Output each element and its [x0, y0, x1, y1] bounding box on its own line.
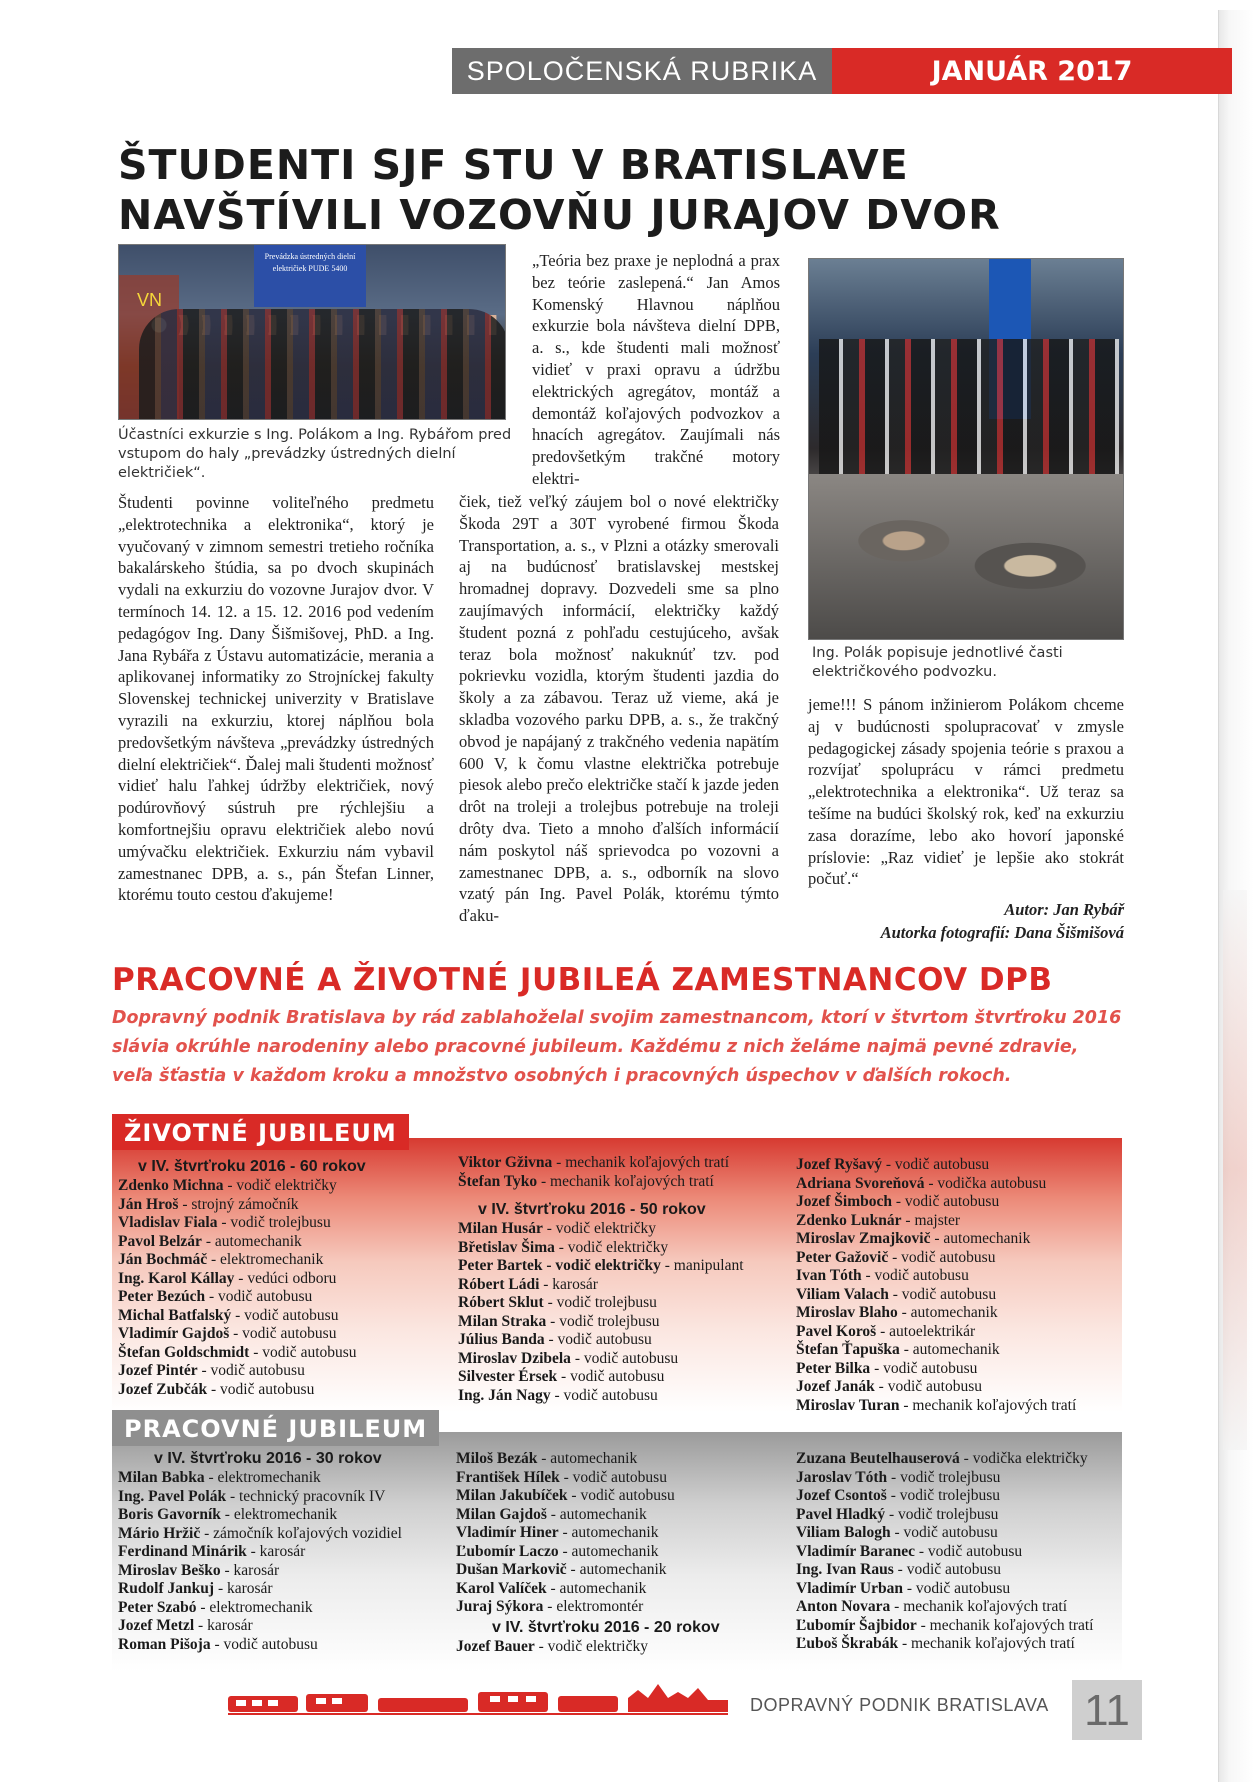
- jubilee-entry: [458, 1276, 778, 1295]
- employee-name: Vladislav Fiala: [118, 1214, 218, 1231]
- employee-position: - automechanik: [546, 1579, 647, 1597]
- employee-position: - elektromechanik: [204, 1469, 321, 1486]
- employee-position: - vodička električky: [959, 1450, 1088, 1467]
- jubilee-entry: [456, 1598, 776, 1617]
- article-column-2-top: „Teória bez praxe je neplodná a prax bez teórie zaslepená.“ Jan Amos Komenský Hlavnou náplňou exkurzie bola návšteva dielní DPB, a. s., kde študenti mali možnosť vidieť v praxi opravu a údržbu elektrických agregátov, montáž a demontáž koľajových podvozkov a hnacích agregátov. Zaujímali nás predovšetkým trakčné motory elektri-: [532, 251, 780, 488]
- life-50-rows: [458, 1220, 778, 1405]
- work-list-col3: [796, 1450, 1126, 1654]
- employee-name: Milan Babka: [118, 1469, 205, 1486]
- employee-position: - automechanik: [566, 1561, 667, 1578]
- employee-name: Silvester Érsek: [458, 1368, 558, 1385]
- employee-position: - manipulant: [660, 1257, 744, 1274]
- jubilee-entry: [458, 1313, 778, 1332]
- employee-position: - vodič autobusu: [902, 1579, 1011, 1597]
- photo-credit: Autorka fotografií: Dana Šišmišová: [880, 923, 1124, 942]
- employee-name: Mário Hržič: [118, 1524, 201, 1542]
- jubilee-entry: [458, 1294, 778, 1313]
- employee-name: Roman Pišoja: [118, 1635, 211, 1653]
- author-credit: Autor: Jan Rybář: [1004, 900, 1124, 919]
- employee-position: - vodič električky: [542, 1220, 657, 1237]
- employee-position: - mechanik koľajových tratí: [890, 1598, 1068, 1615]
- employee-position: - vodič električky: [534, 1637, 648, 1655]
- employee-name: Ľuboš Škrabák: [796, 1635, 899, 1652]
- jubilee-entry: [796, 1543, 1126, 1562]
- jubilee-entry: [796, 1450, 1126, 1469]
- work-20-rows: [456, 1638, 776, 1657]
- photo-crowd: [139, 309, 506, 419]
- employee-position: - technický pracovník IV: [226, 1487, 386, 1505]
- rubric-label: SPOLOČENSKÁ RUBRIKA: [452, 48, 832, 94]
- jubilee-entry: [118, 1251, 408, 1270]
- life-list-col1: [118, 1156, 408, 1399]
- jubilee-entry: [456, 1524, 776, 1543]
- employee-position: - automechanik: [201, 1232, 302, 1250]
- jubilee-entry: [796, 1286, 1126, 1305]
- employee-position: - strojný zámočník: [178, 1195, 299, 1213]
- employee-position: - vodič autobusu: [544, 1331, 652, 1348]
- employee-position: - vodič trolejbusu: [546, 1312, 660, 1330]
- employee-position: - automechanik: [899, 1341, 1000, 1358]
- employee-name: Pavol Belzár: [118, 1232, 202, 1250]
- employee-position: - karosár: [194, 1617, 253, 1634]
- employee-position: - vodič autobusu: [231, 1306, 339, 1324]
- employee-name: Ján Bochmáč: [118, 1251, 208, 1268]
- employee-name: Vladimír Urban: [796, 1579, 903, 1597]
- employee-name: Michal Batfalský: [118, 1306, 232, 1324]
- employee-name: Břetislav Šima: [458, 1238, 555, 1256]
- jubilee-entry: [796, 1524, 1126, 1543]
- jubilee-intro: Dopravný podnik Bratislava by rád zablahoželal svojim zamestnancom, ktorí v štvrtom štvrťroku 2016 slávia okrúhle narodeniny alebo pracovné jubileum. Každému z nich želáme najmä pevné zdravie, veľa šťastia v každom kroku a množstvo osobných i pracovných úspechov v ďalších rokoch.: [112, 1008, 1122, 1086]
- jubilee-entry: [796, 1506, 1126, 1525]
- photo-sign: Prevádzka ústredných dielní električiek PUDE 5400: [254, 245, 366, 307]
- jubilee-entry: [118, 1307, 408, 1326]
- employee-name: Pavel Koroš: [796, 1322, 877, 1340]
- employee-name: Dušan Markovič: [456, 1561, 567, 1578]
- jubilee-entry: [456, 1450, 776, 1469]
- work-30-heading: v IV. štvrťroku 2016 - 30 rokov: [154, 1450, 382, 1467]
- employee-name: Ján Hroš: [118, 1195, 179, 1213]
- article-title: [118, 140, 1118, 240]
- employee-name: Viliam Valach: [796, 1285, 889, 1303]
- employee-position: - vodič autobusu: [207, 1380, 315, 1398]
- jubilee-entry: [456, 1561, 776, 1580]
- employee-name: Peter Gažovič: [796, 1248, 889, 1266]
- jubilee-entry: [458, 1173, 778, 1192]
- page-number: 11: [1072, 1680, 1142, 1740]
- jubilee-entry: [118, 1344, 408, 1363]
- employee-position: - vodič autobusu: [249, 1343, 357, 1361]
- employee-name: Milan Jakubíček: [456, 1487, 568, 1504]
- work-list-col1: [118, 1448, 428, 1654]
- employee-name: Ing. Pavel Polák: [118, 1487, 227, 1505]
- jubilee-entry: [796, 1323, 1126, 1342]
- employee-name: Vladimír Baranec: [796, 1542, 915, 1560]
- employee-position: - vodič autobusu: [210, 1635, 318, 1653]
- technician-photo: [808, 258, 1124, 640]
- group-photo: [118, 244, 506, 420]
- photo-students: [819, 339, 1119, 489]
- employee-position: - vodič trolejbusu: [886, 1487, 1001, 1504]
- employee-name: Miroslav Turan: [796, 1396, 900, 1414]
- jubilee-entry: [118, 1599, 428, 1618]
- jubilee-entry: [118, 1325, 408, 1344]
- jubilee-entry: [118, 1196, 408, 1215]
- employee-name: Peter Bezúch: [118, 1288, 206, 1305]
- jubilee-entry: [118, 1506, 428, 1525]
- employee-position: - vodič autobusu: [570, 1349, 679, 1367]
- employee-name: Miloš Bezák: [456, 1450, 538, 1467]
- jubilee-entry: [456, 1469, 776, 1488]
- article-column-2-bottom: čiek, tiež veľký záujem bol o nové električky Škoda 29T a 30T vyrobené firmou Škoda Transportation, a. s., v Plzni a otázky smerovali aj na budúcnosť bratislavskej mestskej hromadnej dopravy. Dozvedeli sme sa plno zaujímavých informácií, električky každý študent pozná z pohľadu cestujúceho, avšak teraz bola možnosť nakuknúť tzv. pod pokrievku vozidla, ktorým študenti jazdia do školy a za zábavou. Teraz už vieme, aká je skladba vozového parku DPB, a. s., že trakčný obvod je napájaný z trakčného vedenia napätím 600 V, k čomu vlastne električka potrebuje piesok alebo prečo električke stačí k jazde jeden drôt na troleji a trolejbus potrebuje na troleji drôty dva. Tieto a mnoho ďalších informácií nám poskytol náš sprievodca po vozovni a zamestnanec DPB, a. s., odborník na slovo vzatý pán Ing. Pavel Polák, ktorému týmto ďaku-: [459, 492, 779, 926]
- jubilee-entry: [796, 1360, 1126, 1379]
- jubilee-entry: [796, 1378, 1126, 1397]
- employee-name: Jozef Janák: [796, 1378, 875, 1395]
- jubilee-entry: [458, 1387, 778, 1406]
- employee-position: - automechanik: [897, 1304, 998, 1321]
- page-edge-stripe: [1223, 890, 1247, 1450]
- jubilee-entry: [118, 1562, 428, 1581]
- employee-name: Anton Novara: [796, 1598, 891, 1615]
- jubilee-entry: [456, 1638, 776, 1657]
- employee-name: Juraj Sýkora: [456, 1598, 544, 1615]
- employee-name: Zdenko Luknár: [796, 1211, 902, 1229]
- jubilee-entry: [458, 1368, 778, 1387]
- employee-position: - vodič autobusu: [205, 1288, 313, 1305]
- jubilee-entry: [456, 1487, 776, 1506]
- employee-position: - vodič autobusu: [881, 1156, 990, 1173]
- employee-name: Peter Szabó: [118, 1598, 197, 1616]
- jubilee-entry: [796, 1175, 1126, 1194]
- employee-name: Rudolf Jankuj: [118, 1580, 215, 1597]
- employee-position: - vodič autobusu: [890, 1524, 998, 1541]
- employee-position: - vodič autobusu: [874, 1378, 982, 1395]
- jubilee-title: PRACOVNÉ A ŽIVOTNÉ JUBILEÁ ZAMESTNANCOV DPB: [112, 962, 1053, 998]
- photo-bogie: [809, 474, 1124, 640]
- jubilee-entry: [796, 1469, 1126, 1488]
- employee-name: Boris Gavorník: [118, 1506, 221, 1523]
- employee-position: - elektromontér: [543, 1598, 644, 1615]
- life-col2-top-rows: [458, 1154, 778, 1191]
- jubilee-entry: [796, 1304, 1126, 1323]
- employee-name: Viktor Gživna: [458, 1154, 553, 1171]
- employee-position: - majster: [901, 1211, 961, 1229]
- employee-name: Róbert Sklut: [458, 1294, 544, 1311]
- employee-position: - vodič autobusu: [229, 1325, 337, 1342]
- employee-name: Zuzana Beutelhauserová: [796, 1450, 960, 1467]
- jubilee-entry: [118, 1270, 408, 1289]
- jubilee-entry: [118, 1543, 428, 1562]
- article-title-line1: ŠTUDENTI SJF STU V BRATISLAVE: [118, 141, 909, 189]
- employee-position: - vodič trolejbusu: [885, 1505, 999, 1523]
- jubilee-entry: [118, 1288, 408, 1307]
- employee-name: Jozef Bauer: [456, 1637, 535, 1655]
- jubilee-entry: [796, 1230, 1126, 1249]
- issue-date: JANUÁR 2017: [832, 48, 1232, 94]
- life-col3-rows: [796, 1156, 1126, 1415]
- employee-name: Ľubomír Laczo: [456, 1542, 559, 1560]
- employee-position: - elektromechanik: [207, 1251, 324, 1268]
- employee-name: Štefan Tyko: [458, 1172, 538, 1190]
- employee-name: Ing. Ivan Raus: [796, 1561, 894, 1578]
- jubilee-entry: [118, 1214, 408, 1233]
- employee-position: - vodič autobusu: [893, 1561, 1001, 1578]
- employee-name: Adriana Svoreňová: [796, 1174, 925, 1192]
- jubilee-entry: [118, 1488, 428, 1507]
- employee-name: Ivan Tóth: [796, 1267, 862, 1284]
- employee-name: Ferdinand Minárik: [118, 1543, 247, 1560]
- life-jubilee-label: ŽIVOTNÉ JUBILEUM: [112, 1114, 409, 1150]
- employee-position: - automechanik: [537, 1450, 638, 1467]
- jubilee-entry: [796, 1341, 1126, 1360]
- jubilee-entry: [456, 1543, 776, 1562]
- employee-name: Peter Bilka: [796, 1359, 871, 1377]
- employee-position: - mechanik koľajových tratí: [898, 1635, 1075, 1652]
- employee-position: - vedúci odboru: [234, 1269, 337, 1287]
- jubilee-entry: [796, 1193, 1126, 1212]
- life-60-heading: v IV. štvrťroku 2016 - 60 rokov: [138, 1158, 366, 1175]
- employee-position: - mechanik koľajových tratí: [552, 1154, 730, 1171]
- employee-name: Ing. Karol Kállay: [118, 1269, 235, 1287]
- employee-name: Pavel Hladký: [796, 1505, 886, 1523]
- employee-position: - karosár: [214, 1580, 273, 1597]
- employee-name: Jozef Csontoš: [796, 1487, 887, 1504]
- employee-position: - karosár: [246, 1543, 306, 1560]
- employee-name: Jozef Ryšavý: [796, 1156, 882, 1173]
- publisher-name: DOPRAVNÝ PODNIK BRATISLAVA: [750, 1695, 1049, 1715]
- jubilee-entry: [118, 1233, 408, 1252]
- jubilee-entry: [458, 1257, 778, 1276]
- employee-position: - automechanik: [546, 1505, 647, 1523]
- employee-name: Miroslav Beško: [118, 1561, 221, 1579]
- jubilee-entry: [796, 1267, 1126, 1286]
- life-list-col3: [796, 1156, 1126, 1415]
- employee-position: - vodič autobusu: [888, 1248, 996, 1266]
- employee-name: Vladimír Gajdoš: [118, 1325, 230, 1342]
- jubilee-entry: [796, 1561, 1126, 1580]
- employee-name: Jaroslav Tóth: [796, 1468, 888, 1486]
- employee-position: - vodič trolejbusu: [887, 1468, 1001, 1486]
- header-bar: [452, 48, 1232, 94]
- employee-name: Jozef Pintér: [118, 1362, 198, 1379]
- employee-name: Július Banda: [458, 1331, 545, 1348]
- life-list-col2: [458, 1154, 778, 1405]
- spacer: [458, 1191, 778, 1199]
- technician-photo-caption: Ing. Polák popisuje jednotlivé časti električkového podvozku.: [812, 645, 1063, 680]
- employee-name: Jozef Šimboch: [796, 1193, 893, 1210]
- employee-position: - vodič autobusu: [892, 1193, 1000, 1210]
- jubilee-entry: [118, 1636, 428, 1655]
- employee-name: Miroslav Blaho: [796, 1304, 898, 1321]
- employee-name: Štefan Goldschmidt: [118, 1343, 250, 1361]
- employee-name: Štefan Ťapuška: [796, 1341, 900, 1358]
- employee-position: - mechanik koľajových tratí: [899, 1396, 1077, 1414]
- jubilee-entry: [118, 1362, 408, 1381]
- group-photo-caption: Účastníci exkurzie s Ing. Polákom a Ing. Rybářom pred vstupom do haly „prevádzky ústredných dielní električiek“.: [118, 427, 512, 481]
- jubilee-entry: [796, 1249, 1126, 1268]
- employee-position: - automechanik: [930, 1230, 1031, 1247]
- jubilee-entry: [118, 1617, 428, 1636]
- jubilee-entry: [458, 1239, 778, 1258]
- employee-name: Milan Husár: [458, 1220, 543, 1237]
- employee-position: - elektromechanik: [220, 1506, 338, 1523]
- life-60-rows: [118, 1177, 408, 1399]
- employee-position: - vodič trolejbusu: [543, 1294, 657, 1311]
- employee-position: - mechanik koľajových tratí: [537, 1172, 714, 1190]
- jubilee-entry: [458, 1350, 778, 1369]
- article-credits: [808, 898, 1124, 944]
- employee-position: - elektromechanik: [196, 1598, 313, 1616]
- jubilee-entry: [458, 1154, 778, 1173]
- employee-name: Róbert Ládi: [458, 1275, 540, 1293]
- employee-position: - vodič autobusu: [888, 1285, 997, 1303]
- employee-position: - karosár: [220, 1561, 280, 1579]
- jubilee-entry: [458, 1331, 778, 1350]
- employee-position: - vodič autobusu: [557, 1368, 665, 1385]
- employee-name: Ľubomír Šajbidor: [796, 1616, 917, 1634]
- employee-position: - vodič autobusu: [197, 1362, 305, 1379]
- work-30-rows: [118, 1469, 428, 1654]
- work-jubilee-label: PRACOVNÉ JUBILEUM: [112, 1410, 439, 1446]
- jubilee-entry: [118, 1580, 428, 1599]
- employee-name: Jozef Metzl: [118, 1617, 195, 1634]
- employee-name: Milan Gajdoš: [456, 1505, 547, 1523]
- jubilee-entry: [796, 1487, 1126, 1506]
- employee-position: - vodič autobusu: [567, 1487, 675, 1504]
- employee-name: Jozef Zubčák: [118, 1380, 208, 1398]
- photo-vn-sign: VN: [137, 290, 163, 310]
- employee-name: Miroslav Zmajkovič: [796, 1230, 931, 1247]
- employee-position: - autoelektrikár: [876, 1322, 976, 1340]
- jubilee-entry: [456, 1580, 776, 1599]
- employee-name: František Hílek: [456, 1468, 560, 1486]
- employee-position: - vodič električky: [554, 1238, 669, 1256]
- jubilee-entry: [118, 1469, 428, 1488]
- article-title-line2: NAVŠTÍVILI VOZOVŇU JURAJOV DVOR: [118, 191, 1001, 239]
- jubilee-entry: [796, 1580, 1126, 1599]
- employee-name: Zdenko Michna: [118, 1177, 224, 1194]
- jubilee-entry: [796, 1212, 1126, 1231]
- employee-position: - vodič autobusu: [914, 1542, 1023, 1560]
- work-col2-rows: [456, 1450, 776, 1617]
- vehicles-silhouette-icon: [228, 1680, 728, 1716]
- employee-position: - mechanik koľajových tratí: [916, 1616, 1094, 1634]
- work-col3-rows: [796, 1450, 1126, 1654]
- employee-position: - vodič autobusu: [861, 1267, 969, 1284]
- jubilee-entry: [458, 1220, 778, 1239]
- jubilee-entry: [118, 1525, 428, 1544]
- page-edge: [1218, 10, 1254, 1782]
- article-column-1: Študenti povinne voliteľného predmetu „elektrotechnika a elektronika“, ktorý je vyučovaný v zimnom semestri tretieho ročníka bakalárskeho štúdia, sa po dvoch skupinách vydali na exkurziu do vozovne Jurajov dvor. V termínoch 14. 12. a 15. 12. 2016 pod vedením pedagógov Ing. Dany Šišmišovej, PhD. a Ing. Jana Rybářa z Ústavu automatizácie, merania a aplikovanej informatiky zo Strojníckej fakulty Slovenskej technickej univerzity v Bratislave vyrazili na exkurziu, ktorej náplňou bola predovšetkým návšteva „prevádzky ústredných dielní električiek“. Ďalej mali študenti možnosť vidieť halu ľahkej údržby električiek, nový podúrovňový sústruh pre rýchlejšiu a komfortnejšiu opravu električiek alebo novú umývačku električiek. Exkurziu nám vybavil zamestnanec DPB, a. s., pán Štefan Linner, ktorému touto cestou ďakujeme!: [118, 493, 434, 905]
- employee-position: - vodič trolejbusu: [217, 1214, 331, 1231]
- employee-position: - vodička autobusu: [924, 1174, 1047, 1192]
- employee-position: - zámočník koľajových vozidiel: [200, 1524, 402, 1542]
- employee-position: - automechanik: [558, 1524, 659, 1541]
- employee-name: Milan Straka: [458, 1312, 547, 1330]
- work-20-heading: v IV. štvrťroku 2016 - 20 rokov: [492, 1618, 720, 1636]
- employee-name: Karol Valíček: [456, 1579, 547, 1597]
- jubilee-entry: [796, 1617, 1126, 1636]
- employee-position: - vodič električky: [223, 1177, 337, 1194]
- employee-position: - automechanik: [558, 1542, 659, 1560]
- jubilee-entry: [796, 1397, 1126, 1416]
- life-50-heading: v IV. štvrťroku 2016 - 50 rokov: [478, 1201, 706, 1218]
- jubilee-entry: [796, 1156, 1126, 1175]
- employee-position: - vodič autobusu: [550, 1386, 658, 1404]
- employee-name: Ing. Ján Nagy: [458, 1386, 551, 1404]
- employee-position: - karosár: [539, 1275, 598, 1293]
- employee-position: - vodič autobusu: [870, 1359, 978, 1377]
- article-column-3: jeme!!! S pánom inžinierom Polákom chceme aj v budúcnosti spolupracovať v zmysle pedagogickej zásady spojenia teórie s praxou a rozvíjať spoluprácu v rámci predmetu „elektrotechnika a elektronika“. Už teraz sa tešíme na budúci školský rok, keď na exkurziu zasa dorazíme, lebo ako hovorí japonské príslovie: „Raz vidieť je lepšie ako stokrát počuť.“: [808, 695, 1124, 889]
- employee-name: Miroslav Dzibela: [458, 1349, 571, 1367]
- employee-name: Viliam Balogh: [796, 1524, 891, 1541]
- jubilee-entry: [118, 1177, 408, 1196]
- employee-name: Vladimír Hiner: [456, 1524, 559, 1541]
- work-list-col2: [456, 1450, 776, 1656]
- jubilee-entry: [796, 1598, 1126, 1617]
- jubilee-entry: [796, 1635, 1126, 1654]
- jubilee-entry: [456, 1506, 776, 1525]
- employee-name: Peter Bartek - vodič električky: [458, 1257, 661, 1274]
- jubilee-entry: [118, 1381, 408, 1400]
- employee-position: - vodič autobusu: [559, 1468, 667, 1486]
